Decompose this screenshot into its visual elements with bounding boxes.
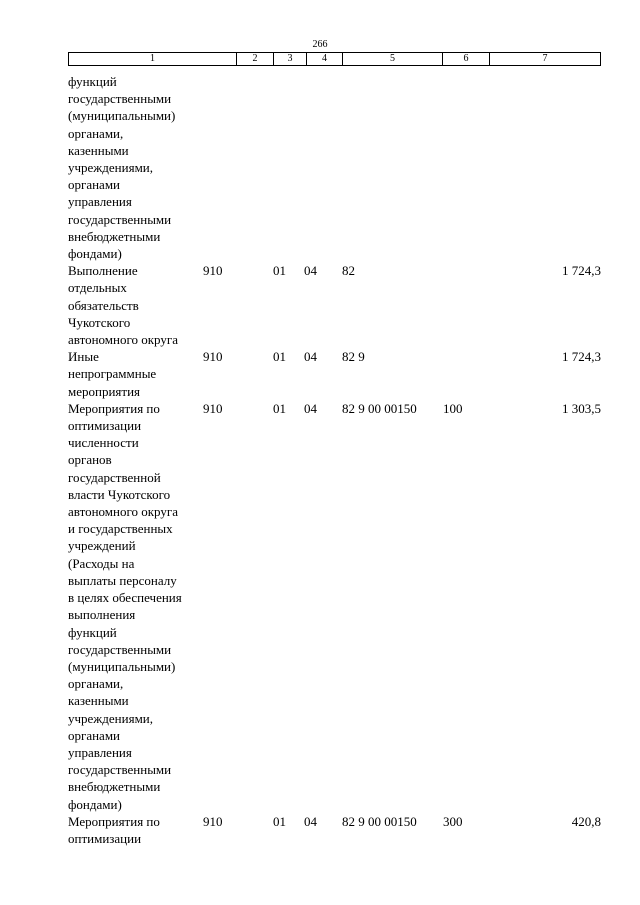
table-row — [68, 400, 601, 813]
row-name: Мероприятия по оптимизации — [68, 813, 160, 846]
header-col-1: 1 — [69, 53, 237, 65]
table-row — [68, 348, 601, 400]
row-name: Мероприятия по оптимизации численности органов государственной власти Чукотского автономного округа и государственных учреждений (Расходы на выплаты персоналу в целях обеспечения выполнения функций государственными (муниципальными) органами, казенными учреждениями, органами управления государственными внебюджетными фондами) — [68, 400, 182, 812]
row-col-6: 300 — [443, 813, 463, 829]
header-col-6: 6 — [443, 53, 490, 65]
row-col-4 — [304, 73, 342, 262]
row-col-4: 04 — [304, 400, 317, 416]
row-col-3: 01 — [273, 400, 286, 416]
row-col-7: 420,8 — [571, 813, 601, 829]
row-col-5: 82 — [342, 263, 355, 279]
table-body — [68, 73, 601, 847]
row-col-7: 1 724,3 — [562, 263, 601, 279]
row-col-5: 82 9 — [342, 349, 365, 365]
row-col-6: 100 — [443, 400, 463, 416]
row-name: функций государственными (муниципальными) органами, казенными учреждениями, органами управления государственными внебюджетными фондами) — [68, 74, 176, 262]
row-col-7: 1 724,3 — [562, 349, 601, 365]
row-col-3: 01 — [273, 813, 286, 829]
row-name: Иные непрограммные мероприятия — [68, 349, 157, 399]
row-col-6 — [443, 73, 493, 262]
table-header — [68, 52, 601, 66]
row-col-2: 910 — [203, 263, 223, 279]
row-col-4: 04 — [304, 813, 317, 829]
row-col-3: 01 — [273, 263, 286, 279]
row-col-2 — [203, 73, 273, 262]
header-col-2: 2 — [237, 53, 274, 65]
row-col-2: 910 — [203, 400, 223, 416]
row-col-4: 04 — [304, 349, 317, 365]
header-col-3: 3 — [274, 53, 307, 65]
header-col-5: 5 — [343, 53, 443, 65]
row-col-5: 82 9 00 00150 — [342, 400, 417, 416]
header-col-7: 7 — [542, 53, 548, 64]
page-number: 266 — [312, 39, 328, 50]
row-col-2: 910 — [203, 349, 223, 365]
table-row — [68, 813, 601, 847]
row-col-3 — [273, 73, 304, 262]
row-col-3: 01 — [273, 349, 286, 365]
row-col-4: 04 — [304, 263, 317, 279]
row-col-6 — [443, 262, 493, 348]
table-row — [68, 262, 601, 348]
row-col-7: 1 303,5 — [562, 400, 601, 416]
row-col-5 — [342, 73, 443, 262]
row-col-5: 82 9 00 00150 — [342, 813, 417, 829]
row-col-2: 910 — [203, 813, 223, 829]
table-row — [68, 73, 601, 262]
row-name: Выполнение отдельных обязательств Чукотского автономного округа — [68, 263, 178, 348]
row-col-6 — [443, 348, 493, 400]
header-col-4: 4 — [307, 53, 343, 65]
row-col-7 — [493, 73, 601, 262]
